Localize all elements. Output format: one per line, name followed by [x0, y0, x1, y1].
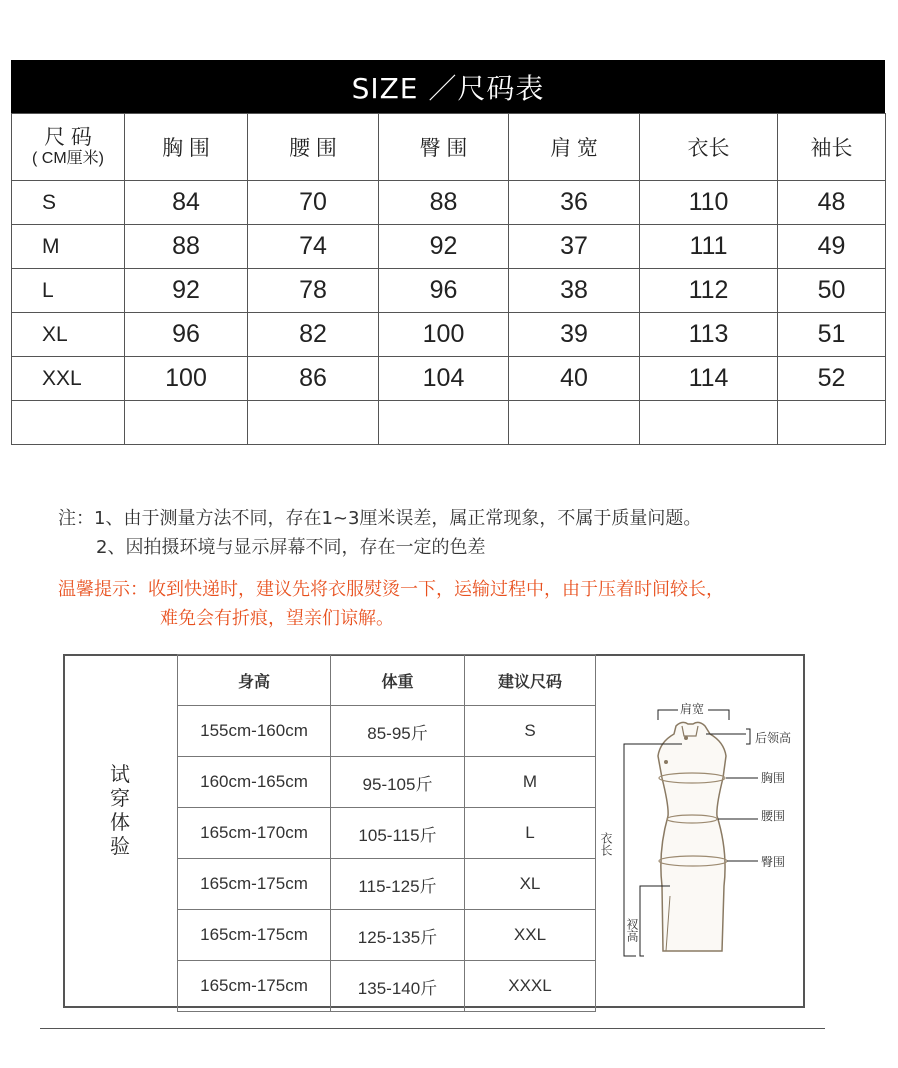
tip-line-1: 温馨提示：收到快递时，建议先将衣服熨烫一下，运输过程中，由于压着时间较长，: [58, 579, 724, 600]
cell-weight: 95-105斤: [331, 757, 465, 808]
cell-length: 111: [640, 225, 778, 269]
empty-cell: [778, 401, 886, 445]
length-label-char: 衣长: [599, 832, 613, 856]
tryon-table: [177, 654, 596, 1012]
note-line-2: 2、因拍摄环境与显示屏幕不同，存在一定的色差: [96, 537, 486, 558]
empty-cell: [379, 401, 509, 445]
cell-suggested-size: L: [465, 808, 596, 859]
tryon-header-row: [178, 655, 596, 706]
cell-height: 165cm-175cm: [178, 910, 331, 961]
cell-chest: 88: [125, 225, 248, 269]
cell-height: 165cm-175cm: [178, 961, 331, 1012]
tryon-label-char: 体: [110, 810, 130, 834]
cell-sleeve: 48: [778, 181, 886, 225]
header-shoulder: 肩 宽: [509, 114, 640, 181]
table-row: [178, 706, 596, 757]
table-row: [178, 961, 596, 1012]
cell-suggested-size: XXL: [465, 910, 596, 961]
cell-size: XXL: [12, 357, 125, 401]
cell-suggested-size: M: [465, 757, 596, 808]
cell-hip: 96: [379, 269, 509, 313]
size-chart-table: [11, 113, 886, 445]
header-waist: 腰 围: [248, 114, 379, 181]
table-row: [178, 808, 596, 859]
cell-shoulder: 39: [509, 313, 640, 357]
cell-length: 114: [640, 357, 778, 401]
header-weight: 体重: [331, 655, 465, 706]
cell-hip: 100: [379, 313, 509, 357]
header-sleeve: 袖长: [778, 114, 886, 181]
cell-length: 110: [640, 181, 778, 225]
cell-suggested-size: XXXL: [465, 961, 596, 1012]
cell-suggested-size: S: [465, 706, 596, 757]
table-row: [178, 757, 596, 808]
cell-waist: 82: [248, 313, 379, 357]
tryon-label-char: 试: [110, 762, 130, 786]
cell-shoulder: 40: [509, 357, 640, 401]
cell-height: 160cm-165cm: [178, 757, 331, 808]
empty-cell: [125, 401, 248, 445]
cell-chest: 96: [125, 313, 248, 357]
tip-line-2: 难免会有折痕，望亲们谅解。: [160, 608, 394, 629]
size-chart-title: SIZE ／尺码表: [11, 60, 885, 113]
waist-label: 腰围: [761, 809, 786, 823]
header-chest: 胸 围: [125, 114, 248, 181]
tryon-label: [108, 762, 132, 858]
dress-knot: [664, 760, 668, 764]
header-size-label: 尺 码: [44, 125, 92, 149]
cell-sleeve: 50: [778, 269, 886, 313]
table-row: [178, 859, 596, 910]
cell-length: 112: [640, 269, 778, 313]
shoulder-label: 肩宽: [680, 702, 705, 716]
tryon-label-char: 穿: [110, 786, 130, 810]
cell-height: 155cm-160cm: [178, 706, 331, 757]
header-hip: 臀 围: [379, 114, 509, 181]
table-row: [12, 313, 886, 357]
cell-weight: 125-135斤: [331, 910, 465, 961]
dress-diagram: [596, 656, 803, 1006]
note-line-1: 注：1、由于测量方法不同，存在1~3厘米误差，属正常现象，不属于质量问题。: [58, 508, 702, 529]
back-collar-label: 后领高: [755, 731, 792, 745]
hip-label: 臀围: [761, 855, 786, 869]
cell-shoulder: 36: [509, 181, 640, 225]
chest-label: 胸围: [761, 771, 786, 785]
table-row: [12, 181, 886, 225]
cell-hip: 92: [379, 225, 509, 269]
dress-diagram-svg: [596, 656, 803, 1006]
cell-shoulder: 37: [509, 225, 640, 269]
cell-size: S: [12, 181, 125, 225]
cell-weight: 115-125斤: [331, 859, 465, 910]
header-length: 衣长: [640, 114, 778, 181]
size-chart-header-row: [12, 114, 886, 181]
cell-weight: 85-95斤: [331, 706, 465, 757]
cell-suggested-size: XL: [465, 859, 596, 910]
empty-cell: [509, 401, 640, 445]
cell-chest: 84: [125, 181, 248, 225]
header-size: [12, 114, 125, 181]
dress-knot: [684, 736, 688, 740]
cell-waist: 70: [248, 181, 379, 225]
cell-weight: 135-140斤: [331, 961, 465, 1012]
cell-size: L: [12, 269, 125, 313]
cell-hip: 104: [379, 357, 509, 401]
cell-waist: 78: [248, 269, 379, 313]
table-row: [178, 910, 596, 961]
slit-bracket: [640, 886, 644, 956]
table-row: [12, 225, 886, 269]
back-collar-bracket: [746, 729, 750, 744]
slit-label: 衩高: [625, 918, 639, 942]
empty-cell: [640, 401, 778, 445]
empty-cell: [248, 401, 379, 445]
cell-waist: 86: [248, 357, 379, 401]
cell-size: XL: [12, 313, 125, 357]
tryon-label-char: 验: [110, 834, 130, 858]
cell-waist: 74: [248, 225, 379, 269]
cell-length: 113: [640, 313, 778, 357]
header-suggested-size: 建议尺码: [465, 655, 596, 706]
empty-cell: [12, 401, 125, 445]
cell-hip: 88: [379, 181, 509, 225]
cell-chest: 100: [125, 357, 248, 401]
table-row: [12, 357, 886, 401]
header-size-unit: ( CM厘米): [32, 149, 104, 167]
table-row: [12, 269, 886, 313]
bottom-divider: [40, 1028, 825, 1029]
cell-chest: 92: [125, 269, 248, 313]
empty-row: [12, 401, 886, 445]
cell-shoulder: 38: [509, 269, 640, 313]
cell-sleeve: 52: [778, 357, 886, 401]
cell-sleeve: 49: [778, 225, 886, 269]
cell-size: M: [12, 225, 125, 269]
cell-sleeve: 51: [778, 313, 886, 357]
cell-height: 165cm-170cm: [178, 808, 331, 859]
header-height: 身高: [178, 655, 331, 706]
cell-weight: 105-115斤: [331, 808, 465, 859]
cell-height: 165cm-175cm: [178, 859, 331, 910]
